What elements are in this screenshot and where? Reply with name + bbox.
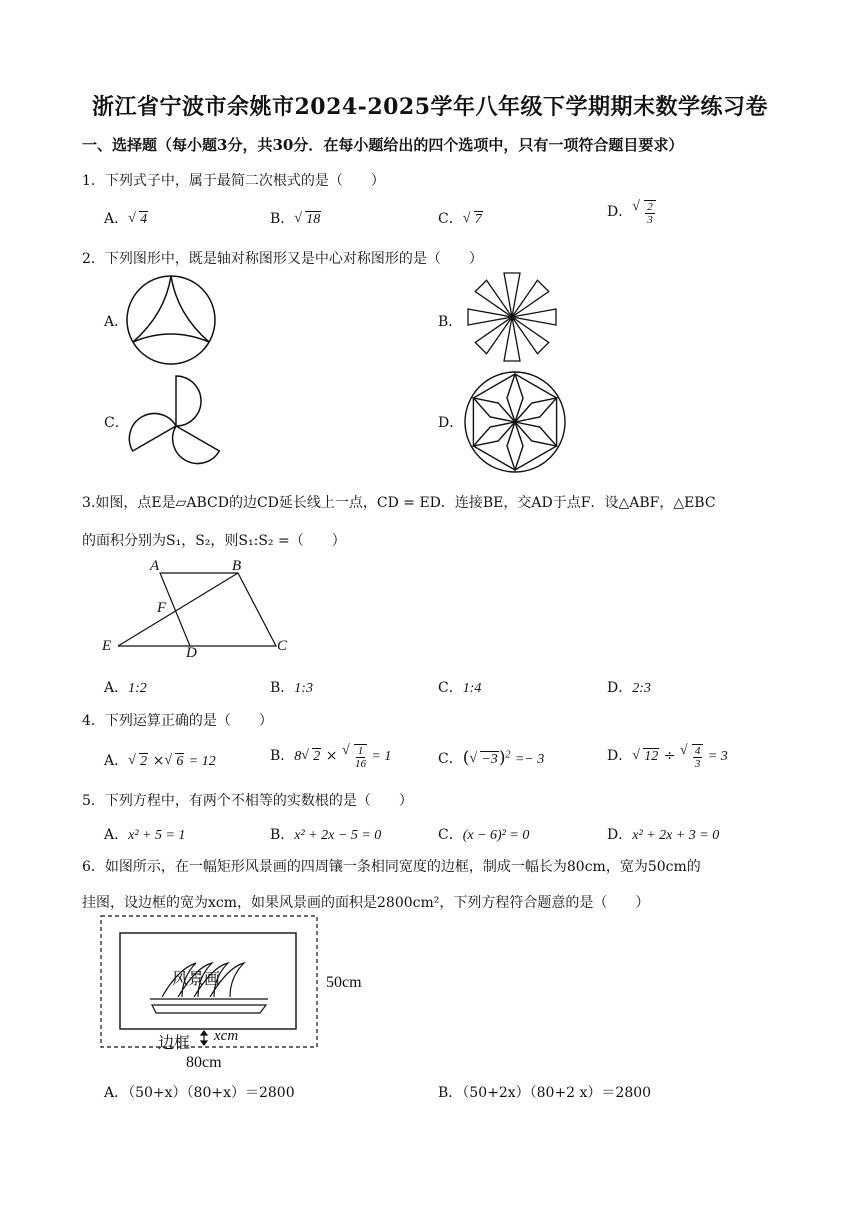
- q6-option-b[interactable]: B．（50+2x）（80+2 x）＝2800: [438, 1085, 652, 1101]
- q1-option-d[interactable]: [607, 200, 656, 226]
- q4-option-c[interactable]: C．(√ −3)$^2$ =− 3: [438, 748, 544, 768]
- option-label: A．: [104, 211, 129, 227]
- q2-option-b-label[interactable]: B．: [438, 314, 463, 330]
- q3-stem-line1: 3.如图，点E是▱ABCD的边CD延长线上一点，CD = ED．连接BE，交AD于点F．设△ABF，△EBC: [82, 495, 716, 511]
- q2-figure-a: [125, 274, 217, 366]
- q5-option-b[interactable]: B．x² + 2x − 5 = 0: [270, 827, 382, 843]
- q3-label-f: F: [157, 600, 167, 616]
- q5-option-a[interactable]: A．x² + 5 = 1: [104, 827, 186, 843]
- q4-option-b[interactable]: B．8√ 2 × √ $\frac{1}{16}$ = 1: [270, 744, 391, 770]
- q3-label-c: C: [277, 638, 288, 654]
- q2-option-c-label[interactable]: C．: [104, 415, 129, 431]
- q2-figure-d: [463, 370, 567, 474]
- option-label: B．: [270, 211, 295, 227]
- page-title: 浙江省宁波市余姚市2024-2025学年八年级下学期期末数学练习卷: [91, 94, 769, 120]
- q4-stem: 4．下列运算正确的是（ ）: [82, 713, 273, 729]
- q3-label-d: D: [186, 645, 197, 661]
- q3-option-d[interactable]: D．2:3: [607, 680, 651, 696]
- q6-frame-label: 边框: [158, 1035, 191, 1052]
- q2-stem: 2．下列图形中，既是轴对称图形又是中心对称图形的是（ ）: [82, 251, 483, 267]
- q2-option-a-label[interactable]: A．: [104, 314, 129, 330]
- width-arrow-icon: [201, 1031, 207, 1045]
- q3-label-b: B: [232, 558, 242, 574]
- option-label: C．: [438, 211, 463, 227]
- sqrt-expr: √ 4: [128, 212, 148, 228]
- q4-option-a[interactable]: A．√ 2 ×√ 6 = 12: [104, 750, 216, 770]
- section-heading: 一、选择题（每小题3分，共30分．在每小题给出的四个选项中，只有一项符合题目要求）: [82, 136, 684, 154]
- q6-width-label: 50cm: [326, 974, 362, 991]
- q6-stem-line2: 挂图，设边框的宽为xcm，如果风景画的面积是2800cm²，下列方程符合题意的是（ ）: [82, 895, 650, 911]
- q6-x-label: xcm: [214, 1028, 239, 1044]
- q3-option-b[interactable]: B．1:3: [270, 680, 313, 696]
- q6-option-a[interactable]: A．（50+x）（80+x）＝2800: [104, 1085, 295, 1101]
- q2-figure-b: [462, 272, 562, 362]
- q3-label-e: E: [102, 638, 112, 654]
- q3-parallelogram-figure: [100, 556, 300, 662]
- sqrt-expr: √ 7: [463, 212, 483, 228]
- q6-inner-label: 风景画: [172, 971, 221, 988]
- sqrt-expr: √ $\frac{2}{3}$: [632, 200, 656, 226]
- q1-option-c[interactable]: [438, 208, 483, 228]
- q3-label-a: A: [150, 558, 160, 574]
- option-label: D．: [607, 204, 633, 221]
- sqrt-expr: √ 18: [294, 212, 321, 228]
- q5-option-c[interactable]: C．(x − 6)² = 0: [438, 827, 530, 843]
- q4-option-d[interactable]: D．√ 12 ÷ √ $\frac{4}{3}$ = 3: [607, 744, 728, 770]
- q6-length-label: 80cm: [186, 1054, 222, 1071]
- q1-option-b[interactable]: [270, 208, 321, 228]
- q1-option-a[interactable]: [104, 208, 148, 228]
- q1-stem: 1．下列式子中，属于最简二次根式的是（ ）: [82, 173, 385, 189]
- q3-option-c[interactable]: C．1:4: [438, 680, 482, 696]
- q5-option-d[interactable]: D．x² + 2x + 3 = 0: [607, 827, 720, 843]
- q3-option-a[interactable]: A．1:2: [104, 680, 147, 696]
- q6-stem-line1: 6．如图所示，在一幅矩形风景画的四周镶一条相同宽度的边框，制成一幅长为80cm，宽为50cm的: [82, 859, 701, 875]
- q2-figure-c: [124, 372, 228, 464]
- q5-stem: 5．下列方程中，有两个不相等的实数根的是（ ）: [82, 793, 413, 809]
- q2-option-d-label[interactable]: D．: [438, 415, 464, 431]
- q3-stem-line2: 的面积分别为S₁，S₂，则S₁:S₂ =（ ）: [82, 533, 346, 549]
